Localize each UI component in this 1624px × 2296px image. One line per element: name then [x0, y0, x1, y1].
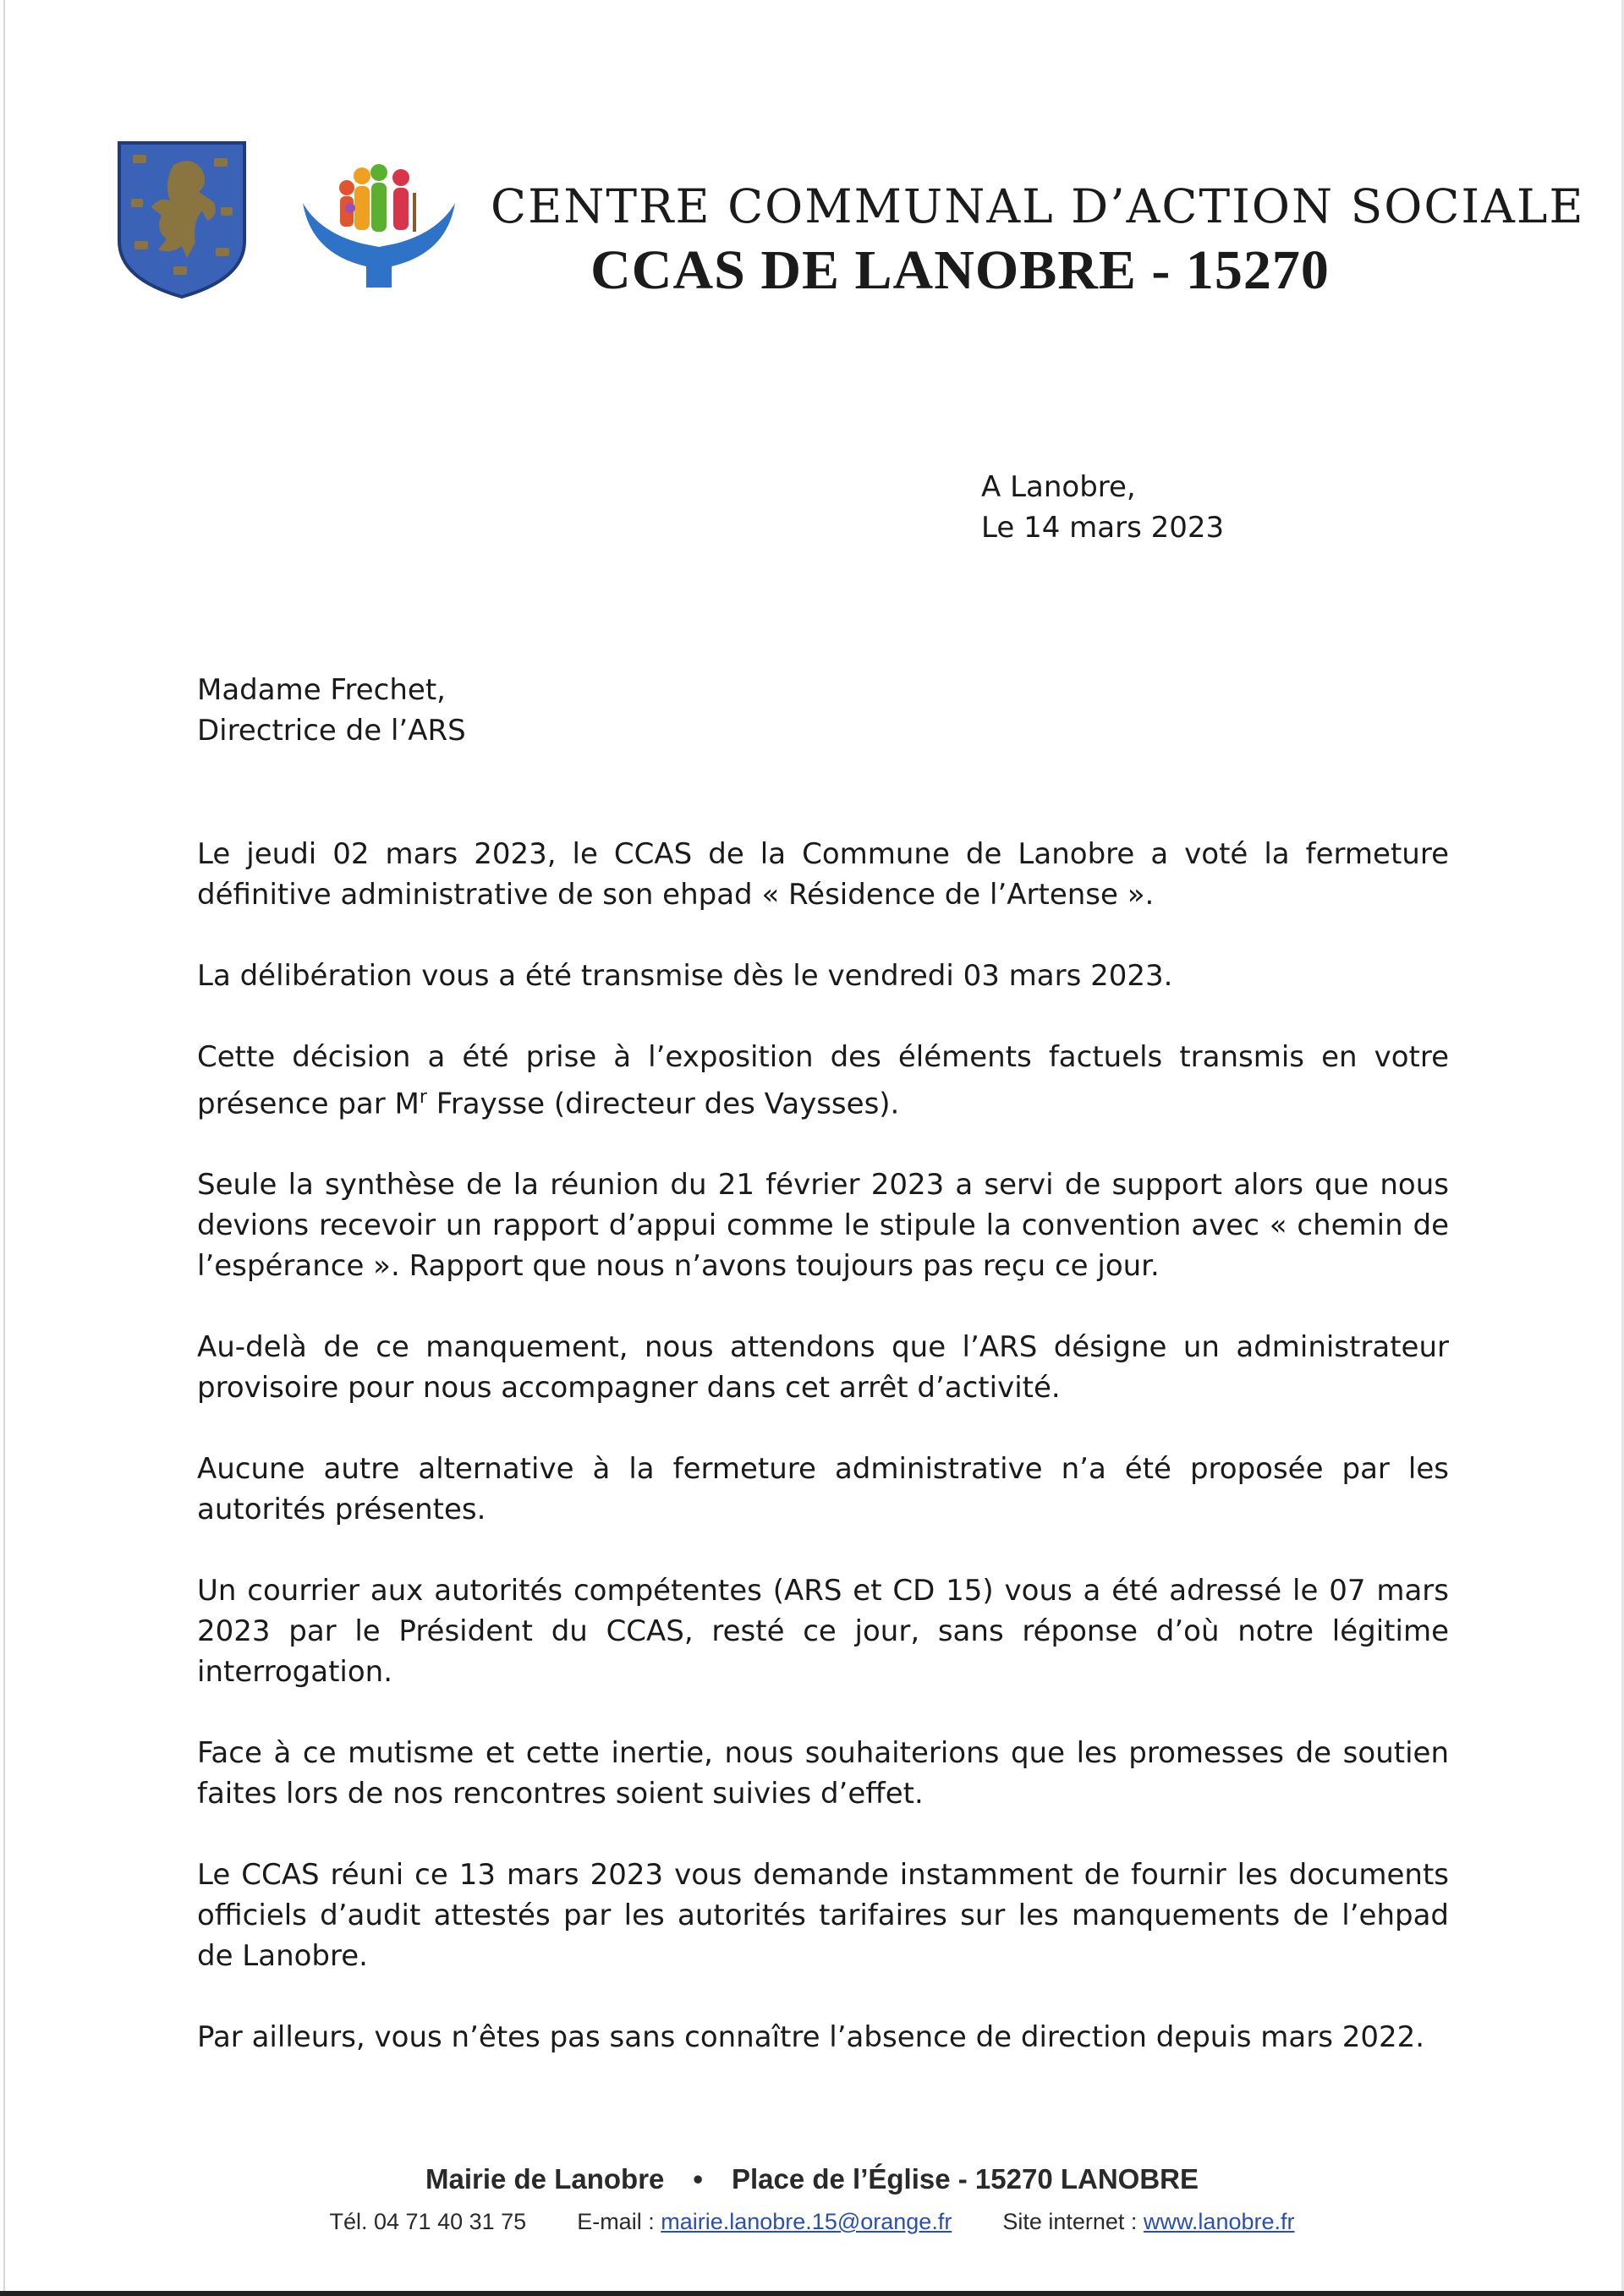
paragraph-7: Un courrier aux autorités compétentes (ARS et CD 15) vous a été adressé le 07 mars 2023 par le Président du CCAS, resté ce jour, sans réponse d’où notre légitime interrogation.: [197, 1574, 1449, 1690]
paragraph-3-superscript: r: [419, 1087, 427, 1108]
paragraph-3-start: Cette décision a été prise à l’exposition des éléments factuels transmis en votre présence par M: [197, 1040, 1449, 1121]
paragraph-10: Par ailleurs, vous n’êtes pas sans connaître l’absence de direction depuis mars 2022.: [197, 2020, 1425, 2055]
footer-email-label: E-mail :: [577, 2209, 655, 2234]
paragraph-9: Le CCAS réuni ce 13 mars 2023 vous demande instamment de fournir les documents officiels d’audit attestés par les autorités tarifaires sur les manquements de l’ehpad de Lanobre.: [197, 1858, 1449, 1974]
date-block: [981, 467, 1224, 548]
paragraph-1: Le jeudi 02 mars 2023, le CCAS de la Commune de Lanobre a voté la fermeture définitive administrative de son ehpad « Résidence de l’Artense ».: [197, 837, 1449, 912]
footer-tel: Tél. 04 71 40 31 75: [329, 2209, 527, 2234]
paragraph-3-end: Fraysse (directeur des Vaysses).: [426, 1087, 900, 1121]
footer-site-link[interactable]: www.lanobre.fr: [1143, 2209, 1295, 2234]
footer-org: Mairie de Lanobre: [425, 2163, 665, 2195]
scan-edge-left: [3, 0, 5, 2296]
addressee-title: Directrice de l’ARS: [197, 714, 466, 748]
footer-address-line: [0, 2163, 1624, 2195]
date-place: A Lanobre,: [981, 470, 1136, 504]
paragraph-4: Seule la synthèse de la réunion du 21 février 2023 a servi de support alors que nous devions recevoir un rapport d’appui comme le stipule la convention avec « chemin de l’espérance ». Rapport que nous n’avons toujours pas reçu ce jour.: [197, 1168, 1449, 1284]
paragraph-6: Aucune autre alternative à la fermeture administrative n’a été proposée par les autorités présentes.: [197, 1452, 1449, 1527]
footer-site-label: Site internet :: [1002, 2209, 1138, 2234]
addressee-block: [197, 670, 466, 751]
ccas-family-hands-icon: [294, 152, 464, 292]
addressee-name: Madame Frechet,: [197, 673, 446, 707]
paragraph-8: Face à ce mutisme et cette inertie, nous souhaiterions que les promesses de soutien faites lors de nos rencontres soient suivies d’effet.: [197, 1736, 1449, 1811]
footer-separator: •: [693, 2163, 703, 2195]
date-value: Le 14 mars 2023: [981, 511, 1225, 545]
coat-of-arms-icon: [114, 140, 250, 300]
letter-body: [197, 834, 1449, 2098]
paragraph-2: La délibération vous a été transmise dès le vendredi 03 mars 2023.: [197, 959, 1173, 993]
paragraph-5: Au-delà de ce manquement, nous attendons que l’ARS désigne un administrateur provisoire pour nous accompagner dans cet arrêt d’activité.: [197, 1330, 1449, 1406]
footer-email-link[interactable]: mairie.lanobre.15@orange.fr: [661, 2209, 952, 2234]
header-title-line1: CENTRE COMMUNAL D’ACTION SOCIALE: [491, 179, 1585, 233]
header-title-line2: CCAS DE LANOBRE - 15270: [590, 239, 1330, 301]
paragraph-3: [197, 1037, 1449, 1124]
letterhead: [0, 0, 1624, 321]
scan-edge-bottom: [0, 2291, 1624, 2296]
footer-contact-line: [0, 2209, 1624, 2235]
footer: [0, 2163, 1624, 2235]
footer-address: Place de l’Église - 15270 LANOBRE: [731, 2163, 1199, 2195]
